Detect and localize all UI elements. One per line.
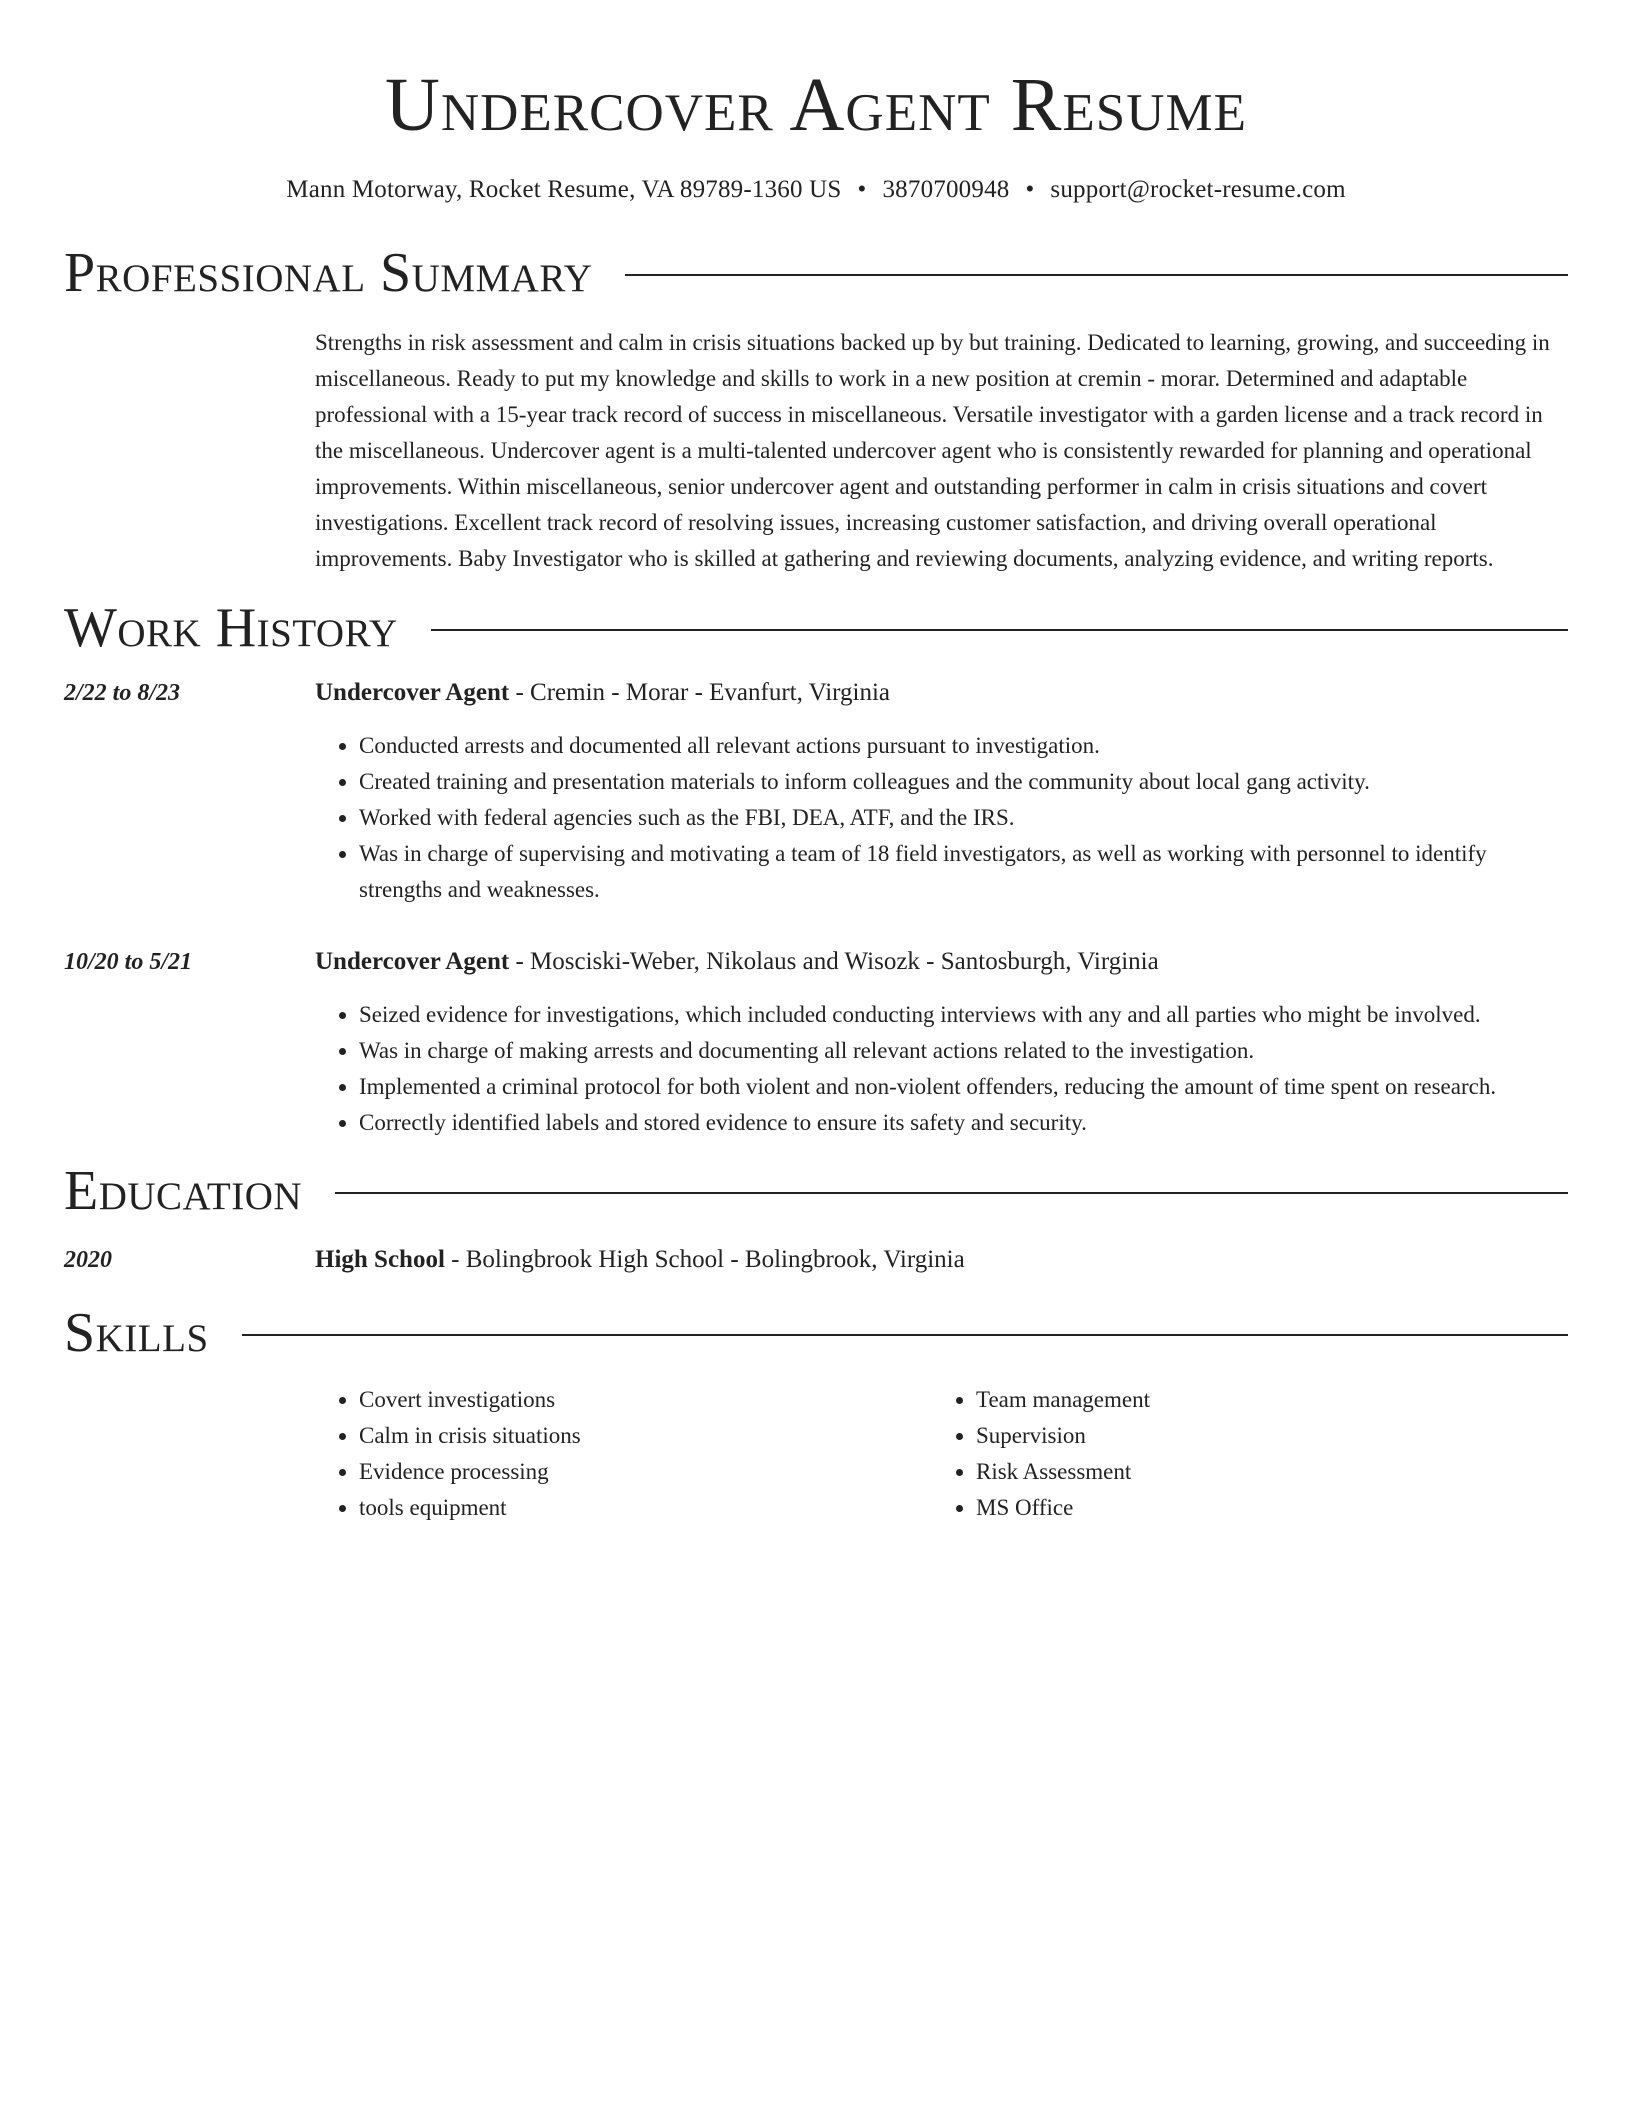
education-line <box>315 1243 1568 1277</box>
education-section-header <box>64 1161 1568 1221</box>
job-bullet: • Worked with federal agencies such as the FBI, DEA, ATF, and the IRS. <box>359 800 1568 836</box>
resume-page <box>64 0 1568 1526</box>
job-details <box>315 676 1568 908</box>
education-school: - Bolingbrook High School - Bolingbrook, Virginia <box>444 1246 965 1273</box>
job-date: 2/22 to 8/23 <box>64 680 181 706</box>
skills-column-left <box>315 1382 932 1526</box>
section-divider <box>335 1192 1568 1194</box>
skills-list <box>315 1382 932 1526</box>
job-bullet: • Created training and presentation materials to inform colleagues and the community about local gang activity. <box>359 764 1568 800</box>
section-divider <box>431 629 1568 631</box>
job-bullet: • Was in charge of supervising and motivating a team of 18 field investigators, as well as working with personnel to identify strengths and weaknesses. <box>359 836 1568 908</box>
section-divider <box>625 274 1568 276</box>
skill-item: • Covert investigations <box>359 1382 932 1418</box>
summary-section-header <box>64 243 1568 303</box>
skill-item: • MS Office <box>976 1490 1549 1526</box>
contact-email: support@rocket-resume.com <box>1050 176 1346 203</box>
contact-separator: • <box>857 176 867 203</box>
summary-text: Strengths in risk assessment and calm in crisis situations backed up by but training. Dedicated to learning, growing, and succeeding in miscellaneous. Ready to put my knowledge and skills to work in a new position at cremin - morar. Determined and adaptable professional with a 15-year track record of success in miscellaneous. Versatile investigator with a garden license and a track record in the miscellaneous. Undercover agent is a multi-talented undercover agent who is consistently rewarded for planning and operational improvements. Within miscellaneous, senior undercover agent and outstanding performer in calm in crisis situations and covert investigations. Excellent track record of resolving issues, increasing customer satisfaction, and driving overall operational improvements. Baby Investigator who is skilled at gathering and reviewing documents, analyzing evidence, and writing reports. <box>315 330 1550 571</box>
skill-item: • Team management <box>976 1382 1549 1418</box>
job-bullet: • Correctly identified labels and stored evidence to ensure its safety and security. <box>359 1105 1568 1141</box>
job-bullet: • Seized evidence for investigations, which included conducting interviews with any and all parties who might be involved. <box>359 997 1568 1033</box>
job-bullet: • Conducted arrests and documented all relevant actions pursuant to investigation. <box>359 728 1568 764</box>
resume-name: Undercover Agent Resume <box>384 63 1248 147</box>
job-employer: - Mosciski-Weber, Nikolaus and Wisozk - Santosburgh, Virginia <box>509 948 1159 975</box>
job-title-line <box>315 676 1568 710</box>
section-divider <box>242 1334 1568 1336</box>
skill-item: • Risk Assessment <box>976 1454 1549 1490</box>
job-bullet: • Was in charge of making arrests and documenting all relevant actions related to the investigation. <box>359 1033 1568 1069</box>
section-title-work: Work History <box>64 597 398 659</box>
section-title-education: Education <box>64 1160 303 1222</box>
section-title-skills: Skills <box>64 1302 209 1364</box>
education-year: 2020 <box>64 1247 112 1273</box>
skill-item: • Calm in crisis situations <box>359 1418 932 1454</box>
job-date: 10/20 to 5/21 <box>64 949 193 975</box>
contact-line <box>64 174 1568 206</box>
education-degree: High School <box>315 1246 445 1273</box>
job-details <box>315 945 1568 1141</box>
skill-item: • Supervision <box>976 1418 1549 1454</box>
contact-phone: 3870700948 <box>882 176 1010 203</box>
skills-grid <box>315 1382 1568 1526</box>
job-title-line <box>315 945 1568 979</box>
job-bullets <box>315 728 1568 908</box>
education-details <box>315 1243 1568 1277</box>
job-employer: - Cremin - Morar - Evanfurt, Virginia <box>509 679 891 706</box>
skill-item: • Evidence processing <box>359 1454 932 1490</box>
skills-list <box>932 1382 1549 1526</box>
skills-column-right <box>932 1382 1549 1526</box>
education-entry <box>64 1243 1568 1277</box>
section-title-summary: Professional Summary <box>64 242 593 304</box>
contact-separator: • <box>1025 176 1035 203</box>
job-role: Undercover Agent <box>315 948 510 975</box>
job-entry <box>64 676 1568 908</box>
job-bullets <box>315 997 1568 1141</box>
job-role: Undercover Agent <box>315 679 510 706</box>
contact-address: Mann Motorway, Rocket Resume, VA 89789-1360 US <box>286 176 842 203</box>
job-bullet: • Implemented a criminal protocol for both violent and non-violent offenders, reducing the amount of time spent on research. <box>359 1069 1568 1105</box>
skills-section-header <box>64 1303 1568 1363</box>
job-entry <box>64 945 1568 1141</box>
work-section-header <box>64 598 1568 658</box>
skill-item: • tools equipment <box>359 1490 932 1526</box>
